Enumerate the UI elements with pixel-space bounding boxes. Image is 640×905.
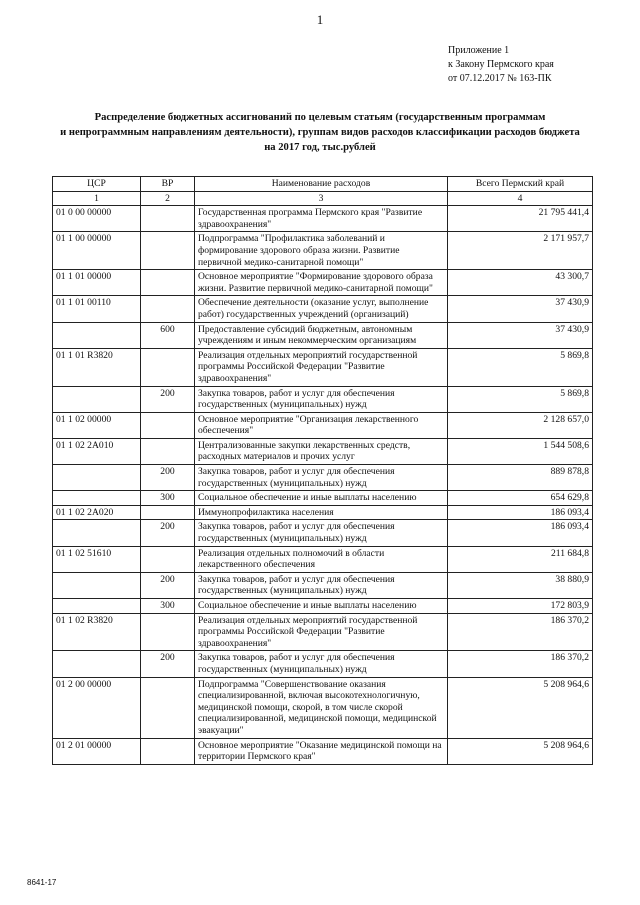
cell-total: 5 208 964,6 bbox=[448, 677, 593, 738]
cell-csr: 01 1 02 R3820 bbox=[53, 613, 141, 651]
table-row bbox=[53, 465, 593, 491]
cell-csr: 01 1 01 R3820 bbox=[53, 348, 141, 386]
cell-total: 43 300,7 bbox=[448, 270, 593, 296]
cell-total: 186 093,4 bbox=[448, 520, 593, 546]
header-name: Наименование расходов bbox=[195, 177, 448, 192]
table-row bbox=[53, 322, 593, 348]
cell-total: 186 370,2 bbox=[448, 651, 593, 677]
table-row bbox=[53, 677, 593, 738]
table-row bbox=[53, 491, 593, 506]
cell-vr bbox=[141, 438, 195, 464]
cell-vr bbox=[141, 546, 195, 572]
cell-total: 38 880,9 bbox=[448, 572, 593, 598]
footer-code: 8641-17 bbox=[27, 878, 57, 887]
cell-name: Централизованные закупки лекарственных средств, расходных материалов и прочих услуг bbox=[195, 438, 448, 464]
cell-name: Основное мероприятие "Организация лекарственного обеспечения" bbox=[195, 412, 448, 438]
cell-total: 186 093,4 bbox=[448, 505, 593, 520]
table-row bbox=[53, 599, 593, 614]
title-line: и непрограммным направлениям деятельности), группам видов расходов классификации расходов бюджета bbox=[60, 127, 580, 138]
cell-vr bbox=[141, 270, 195, 296]
cell-csr bbox=[53, 599, 141, 614]
cell-total: 1 544 508,6 bbox=[448, 438, 593, 464]
cell-csr: 01 1 02 00000 bbox=[53, 412, 141, 438]
cell-vr: 300 bbox=[141, 491, 195, 506]
cell-name: Реализация отдельных полномочий в области лекарственного обеспечения bbox=[195, 546, 448, 572]
cell-name: Закупка товаров, работ и услуг для обеспечения государственных (муниципальных) нужд bbox=[195, 386, 448, 412]
cell-vr bbox=[141, 348, 195, 386]
column-number: 4 bbox=[448, 191, 593, 206]
cell-vr bbox=[141, 738, 195, 764]
header-csr: ЦСР bbox=[53, 177, 141, 192]
cell-vr: 300 bbox=[141, 599, 195, 614]
cell-vr bbox=[141, 613, 195, 651]
cell-vr: 600 bbox=[141, 322, 195, 348]
cell-csr bbox=[53, 572, 141, 598]
cell-csr bbox=[53, 491, 141, 506]
table-row bbox=[53, 270, 593, 296]
cell-name: Закупка товаров, работ и услуг для обеспечения государственных (муниципальных) нужд bbox=[195, 520, 448, 546]
cell-total: 211 684,8 bbox=[448, 546, 593, 572]
appendix-note bbox=[448, 44, 554, 86]
cell-name: Государственная программа Пермского края "Развитие здравоохранения" bbox=[195, 206, 448, 232]
cell-vr: 200 bbox=[141, 520, 195, 546]
title-line: на 2017 год, тыс.рублей bbox=[264, 142, 376, 153]
table-row bbox=[53, 520, 593, 546]
table-row bbox=[53, 296, 593, 322]
cell-name: Закупка товаров, работ и услуг для обеспечения государственных (муниципальных) нужд bbox=[195, 651, 448, 677]
cell-total: 5 869,8 bbox=[448, 348, 593, 386]
appendix-line: Приложение 1 bbox=[448, 45, 510, 56]
cell-name: Основное мероприятие "Оказание медицинской помощи на территории Пермского края" bbox=[195, 738, 448, 764]
cell-total: 5 869,8 bbox=[448, 386, 593, 412]
table-body bbox=[53, 206, 593, 765]
cell-vr bbox=[141, 296, 195, 322]
cell-vr: 200 bbox=[141, 572, 195, 598]
cell-csr: 01 1 00 00000 bbox=[53, 232, 141, 270]
cell-name: Социальное обеспечение и иные выплаты населению bbox=[195, 491, 448, 506]
table-row bbox=[53, 438, 593, 464]
cell-total: 186 370,2 bbox=[448, 613, 593, 651]
cell-vr bbox=[141, 206, 195, 232]
cell-csr: 01 1 02 2А020 bbox=[53, 505, 141, 520]
cell-total: 5 208 964,6 bbox=[448, 738, 593, 764]
appendix-line: к Закону Пермского края bbox=[448, 59, 554, 70]
cell-csr bbox=[53, 386, 141, 412]
cell-vr: 200 bbox=[141, 386, 195, 412]
cell-name: Подпрограмма "Профилактика заболеваний и формирование здорового образа жизни. Развитие первичной медико-санитарной помощи" bbox=[195, 232, 448, 270]
cell-vr: 200 bbox=[141, 465, 195, 491]
cell-total: 21 795 441,4 bbox=[448, 206, 593, 232]
cell-csr: 01 2 01 00000 bbox=[53, 738, 141, 764]
cell-name: Реализация отдельных мероприятий государственной программы Российской Федерации "Развитие здравоохранения" bbox=[195, 613, 448, 651]
cell-name: Социальное обеспечение и иные выплаты населению bbox=[195, 599, 448, 614]
cell-total: 172 803,9 bbox=[448, 599, 593, 614]
cell-vr bbox=[141, 232, 195, 270]
cell-vr bbox=[141, 412, 195, 438]
cell-csr: 01 0 00 00000 bbox=[53, 206, 141, 232]
table-row bbox=[53, 546, 593, 572]
table-row bbox=[53, 505, 593, 520]
cell-name: Обеспечение деятельности (оказание услуг, выполнение работ) государственных учреждений (организаций) bbox=[195, 296, 448, 322]
cell-csr bbox=[53, 651, 141, 677]
cell-total: 37 430,9 bbox=[448, 322, 593, 348]
table-header-row bbox=[53, 177, 593, 192]
cell-csr: 01 1 02 51610 bbox=[53, 546, 141, 572]
cell-vr bbox=[141, 505, 195, 520]
cell-total: 2 128 657,0 bbox=[448, 412, 593, 438]
cell-csr bbox=[53, 465, 141, 491]
cell-csr: 01 1 01 00000 bbox=[53, 270, 141, 296]
table-row bbox=[53, 412, 593, 438]
cell-name: Предоставление субсидий бюджетным, автономным учреждениям и иным некоммерческим организациям bbox=[195, 322, 448, 348]
cell-total: 654 629,8 bbox=[448, 491, 593, 506]
cell-name: Подпрограмма "Совершенствование оказания специализированной, включая высокотехнологичную, медицинской помощи, скорой, в том числе скорой специализированной, медицинской помощи, медицинской эвакуации" bbox=[195, 677, 448, 738]
cell-csr: 01 1 02 2А010 bbox=[53, 438, 141, 464]
cell-csr bbox=[53, 520, 141, 546]
column-number: 3 bbox=[195, 191, 448, 206]
table-row bbox=[53, 386, 593, 412]
appendix-line: от 07.12.2017 № 163-ПК bbox=[448, 73, 552, 84]
column-number: 1 bbox=[53, 191, 141, 206]
table-row bbox=[53, 348, 593, 386]
cell-vr: 200 bbox=[141, 651, 195, 677]
table-row bbox=[53, 738, 593, 764]
document-title bbox=[18, 110, 622, 155]
table-row bbox=[53, 572, 593, 598]
table-row bbox=[53, 651, 593, 677]
cell-name: Основное мероприятие "Формирование здорового образа жизни. Развитие первичной медико-санитарной помощи" bbox=[195, 270, 448, 296]
cell-name: Реализация отдельных мероприятий государственной программы Российской Федерации "Развитие здравоохранения" bbox=[195, 348, 448, 386]
title-line: Распределение бюджетных ассигнований по целевым статьям (государственным программам bbox=[94, 112, 546, 123]
table-column-numbers-row bbox=[53, 191, 593, 206]
table-row bbox=[53, 613, 593, 651]
page-number: 1 bbox=[316, 12, 324, 27]
cell-total: 2 171 957,7 bbox=[448, 232, 593, 270]
cell-name: Закупка товаров, работ и услуг для обеспечения государственных (муниципальных) нужд bbox=[195, 572, 448, 598]
budget-table bbox=[52, 176, 593, 765]
table-row bbox=[53, 232, 593, 270]
cell-csr bbox=[53, 322, 141, 348]
cell-total: 37 430,9 bbox=[448, 296, 593, 322]
column-number: 2 bbox=[141, 191, 195, 206]
cell-vr bbox=[141, 677, 195, 738]
cell-csr: 01 1 01 00110 bbox=[53, 296, 141, 322]
cell-name: Закупка товаров, работ и услуг для обеспечения государственных (муниципальных) нужд bbox=[195, 465, 448, 491]
table-row bbox=[53, 206, 593, 232]
cell-csr: 01 2 00 00000 bbox=[53, 677, 141, 738]
cell-name: Иммунопрофилактика населения bbox=[195, 505, 448, 520]
cell-total: 889 878,8 bbox=[448, 465, 593, 491]
header-total: Всего Пермский край bbox=[448, 177, 593, 192]
header-vr: ВР bbox=[141, 177, 195, 192]
